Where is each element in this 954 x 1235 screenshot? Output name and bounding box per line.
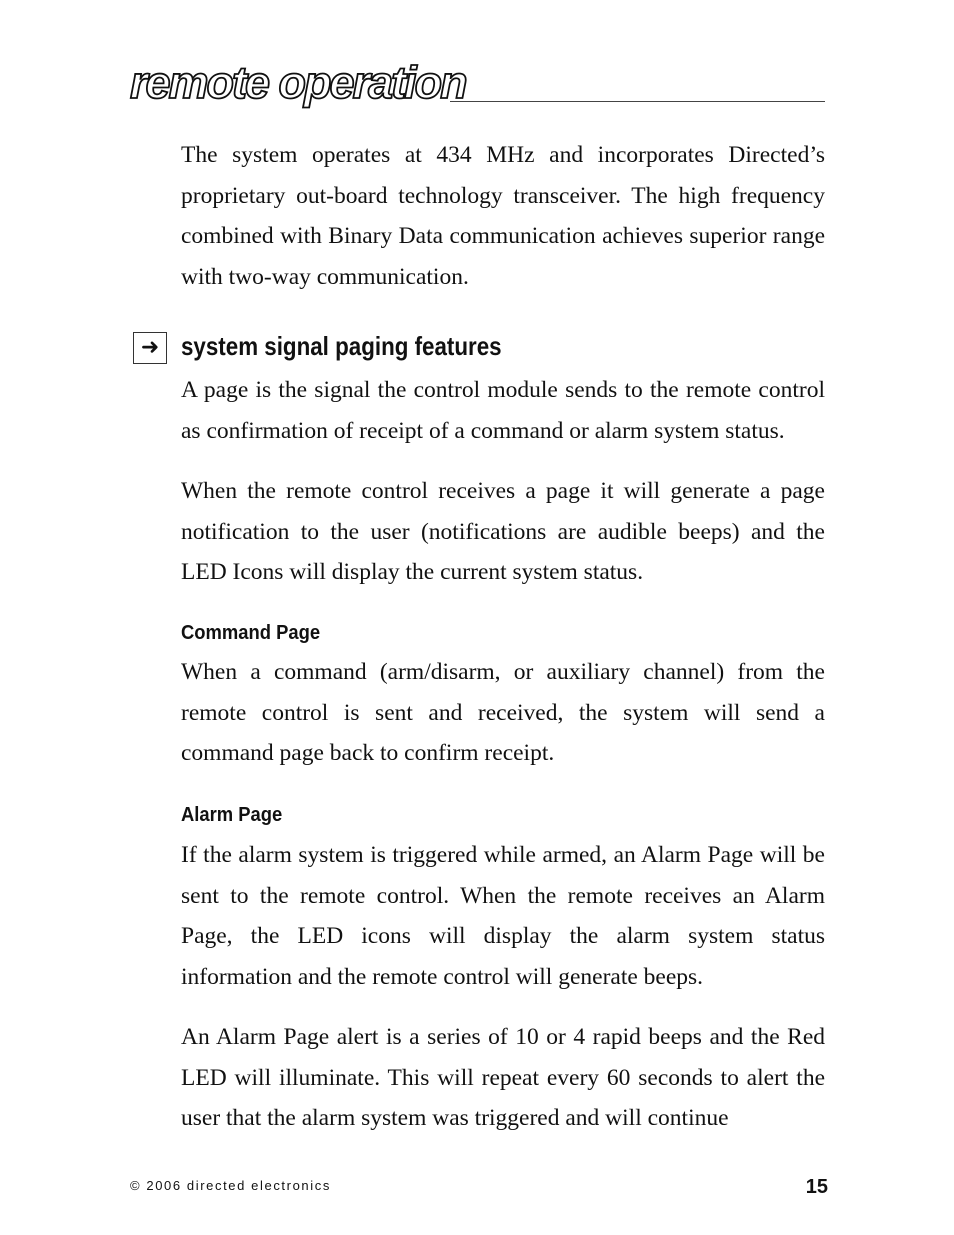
paging-paragraph-1: A page is the signal the control module sends to the remote control as confirmation of receipt of a command or alarm system status. bbox=[181, 377, 825, 444]
page-number: 15 bbox=[805, 1176, 828, 1198]
arrow-right-icon bbox=[133, 332, 167, 364]
arrow-glyph: ➜ bbox=[140, 335, 160, 360]
alarm-page-heading: Alarm Page bbox=[181, 804, 283, 826]
page-title: remote operation bbox=[130, 57, 466, 108]
intro-paragraph: The system operates at 434 MHz and incorporates Directed’s proprietary out-board technology transceiver. The high frequency combined with Binary Data communication achieves superior range with two-way communication. bbox=[181, 142, 825, 290]
command-page-heading: Command Page bbox=[181, 622, 321, 644]
title-rule bbox=[450, 101, 825, 102]
section-heading: system signal paging features bbox=[181, 331, 502, 361]
alarm-page-paragraph-1: If the alarm system is triggered while armed, an Alarm Page will be sent to the remote control. When the remote receives an Alarm Page, the LED icons will display the alarm system status information and the remote control will generate beeps. bbox=[181, 842, 825, 990]
alarm-page-paragraph-2: An Alarm Page alert is a series of 10 or 4 rapid beeps and the Red LED will illuminate. This will repeat every 60 seconds to alert the user that the alarm system was triggered and will continue bbox=[181, 1024, 825, 1131]
paging-paragraph-2: When the remote control receives a page it will generate a page notification to the user (notifications are audible beeps) and the LED Icons will display the current system status. bbox=[181, 478, 825, 585]
footer-copyright: © 2006 directed electronics bbox=[130, 1178, 331, 1193]
command-page-paragraph: When a command (arm/disarm, or auxiliary channel) from the remote control is sent and received, the system will send a command page back to confirm receipt. bbox=[181, 659, 825, 766]
